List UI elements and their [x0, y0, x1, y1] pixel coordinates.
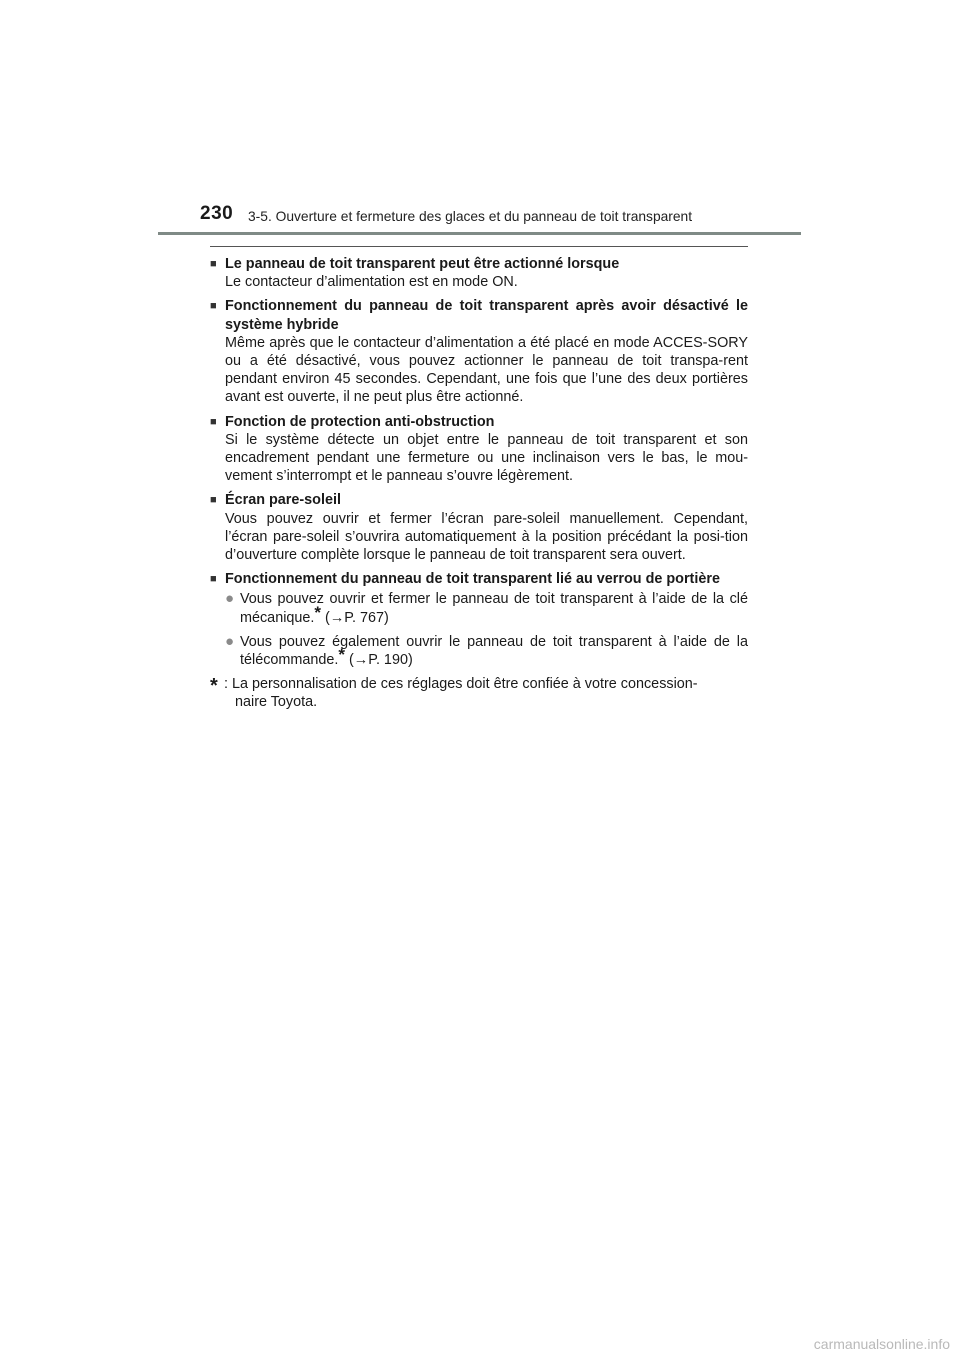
header-rule — [158, 232, 801, 235]
section-heading: Le panneau de toit transparent peut être actionné lorsque — [225, 256, 620, 272]
square-bullet-icon: ■ — [210, 573, 217, 586]
content — [210, 255, 748, 712]
bullet-dot-icon: ● — [225, 632, 235, 650]
section-door-lock-linked — [210, 570, 748, 669]
square-bullet-icon: ■ — [210, 494, 217, 507]
page-reference: (→P. 767) — [321, 609, 389, 626]
section-heading: Fonctionnement du panneau de toit transparent lié au verrou de portière — [225, 571, 720, 588]
list-item: ● Vous pouvez également ouvrir le panneau de toit transparent à l’aide de la télécommande.* (→P. 190) — [225, 632, 748, 669]
section-heading: Fonction de protection anti-obstruction — [225, 413, 495, 430]
section-anti-obstruction — [210, 413, 748, 486]
section-heading: Écran pare-soleil — [225, 492, 341, 509]
watermark: carmanualsonline.info — [813, 1336, 950, 1352]
asterisk-icon: * — [210, 675, 218, 698]
content-rule — [210, 246, 748, 247]
asterisk-icon: * — [338, 645, 346, 665]
footnote — [210, 675, 748, 711]
page-reference: (→P. 190) — [345, 652, 413, 669]
square-bullet-icon: ■ — [210, 300, 217, 313]
square-bullet-icon: ■ — [210, 415, 217, 428]
footnote-line: naire Toyota. — [235, 694, 318, 711]
section-text: Le contacteur d’alimentation est en mode ON. — [225, 274, 518, 291]
section-text: Si le système détecte un objet entre le panneau de toit transparent et son encadrement pendant une fermeture ou une inclinaison vers le bas, le mou-vement s’interrompt et le panneau s’ouvre légèrement. — [225, 431, 748, 485]
asterisk-icon: * — [314, 602, 322, 622]
list-item: ● Vous pouvez ouvrir et fermer le panneau de toit transparent à l’aide de la clé mécanique.* (→P. 767) — [225, 590, 748, 626]
section-after-hybrid-off — [210, 297, 748, 406]
section-sunshade — [210, 491, 748, 564]
bullet-dot-icon: ● — [225, 590, 235, 608]
section-heading: Fonctionnement du panneau de toit transparent après avoir désactivé le système hybride — [225, 298, 748, 333]
page-number: 230 — [200, 203, 234, 224]
section-text: Même après que le contacteur d’alimentation a été placé en mode ACCES-SORY ou a été désactivé, vous pouvez actionner le panneau de toit transpa-rent pendant environ 45 secondes. Cependant, une fois que l’une des deux portières avant est ouverte, il ne peut plus être actionné. — [225, 334, 748, 406]
chapter-title: 3-5. Ouverture et fermeture des glaces et du panneau de toit transparent — [248, 209, 693, 224]
square-bullet-icon: ■ — [210, 258, 217, 270]
section-text: Vous pouvez ouvrir et fermer l’écran pare-soleil manuellement. Cependant, l’écran pare-soleil s’ouvrira automatiquement à la position précédant la posi-tion d’ouverture complète lorsque le panneau de toit transparent sera ouvert. — [225, 510, 748, 564]
footnote-line: : La personnalisation de ces réglages doit être confiée à votre concession- — [224, 676, 698, 693]
section-operation-condition — [210, 255, 748, 291]
